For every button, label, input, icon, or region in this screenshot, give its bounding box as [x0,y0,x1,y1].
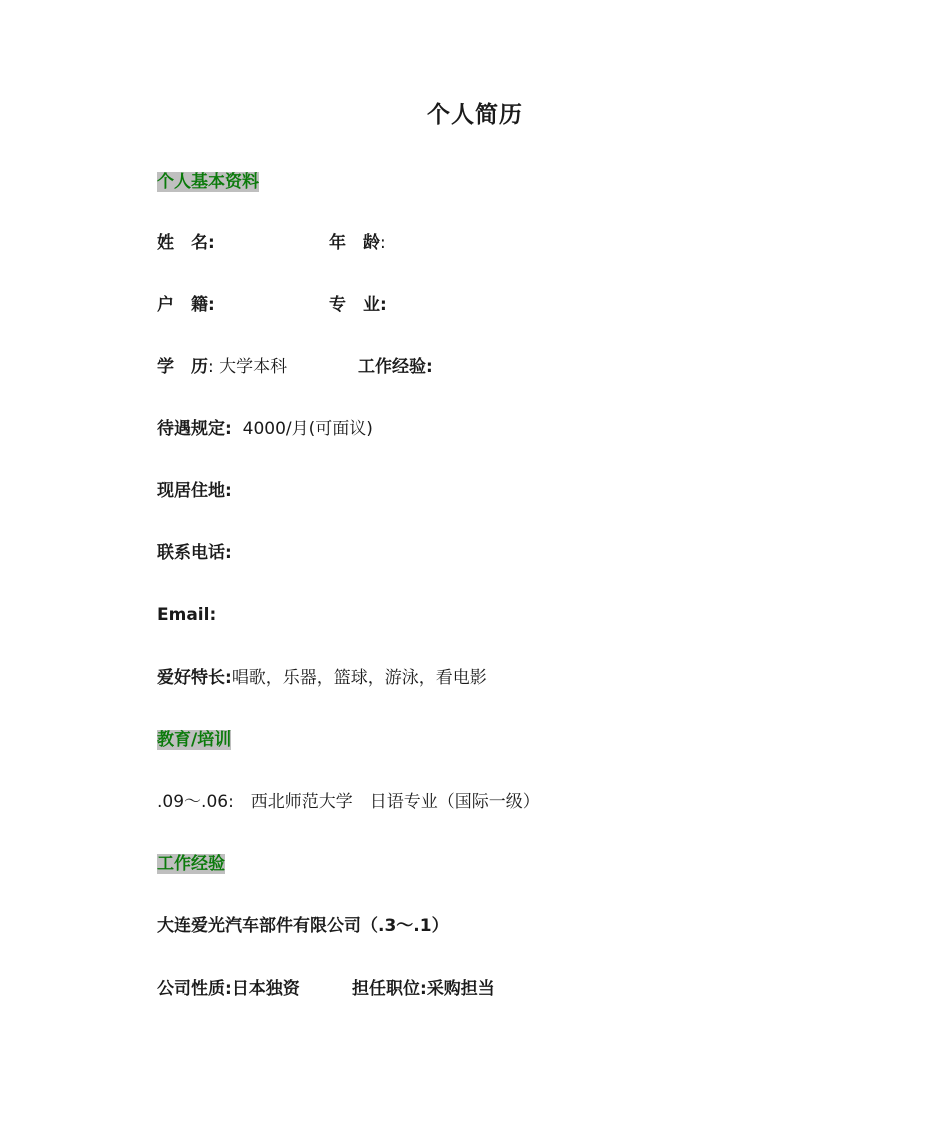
salary-value: 4000/月(可面议) [242,419,373,439]
phone-label: 联系电话: [157,543,232,563]
hobby-value: 唱歌，乐器，篮球，游泳，看电影 [231,668,487,688]
address-label: 现居住地: [157,481,232,501]
salary-label: 待遇规定: [157,419,232,439]
page-title: 个人简历 [427,102,523,128]
position-label: 担任职位: [352,979,427,999]
hobby-field [157,666,487,690]
name-label: 姓 名: [157,233,215,253]
work-experience-label: 工作经验: [358,357,433,377]
section-basic-info [157,170,259,194]
position-value: 采购担当 [426,979,495,999]
company-entry: 大连爱光汽车部件有限公司（.3～.1） [157,916,449,936]
company-nature-field [157,977,300,1001]
education-entry: .09～.06: 西北师范大学 日语专业（国际一级） [157,792,540,812]
age-field [329,231,386,255]
company-nature-value: 日本独资 [231,979,300,999]
education-level-field [157,355,287,379]
age-colon: : [380,233,386,253]
section-heading-education: 教育/培训 [157,730,232,750]
section-education [157,728,231,752]
email-label: Email: [157,605,217,625]
major-label: 专 业: [329,295,387,315]
section-heading-work: 工作经验 [157,854,225,874]
age-label: 年 龄 [329,233,380,253]
education-level-value: 大学本科 [219,357,288,377]
education-level-colon: : [208,357,214,377]
salary-field [157,417,373,441]
hobby-label: 爱好特长: [157,668,232,688]
section-work-experience [157,852,225,876]
position-field [352,977,495,1001]
education-level-label: 学 历 [157,357,208,377]
section-heading-basic: 个人基本资料 [157,172,259,192]
company-nature-label: 公司性质: [157,979,232,999]
hukou-label: 户 籍: [157,295,215,315]
